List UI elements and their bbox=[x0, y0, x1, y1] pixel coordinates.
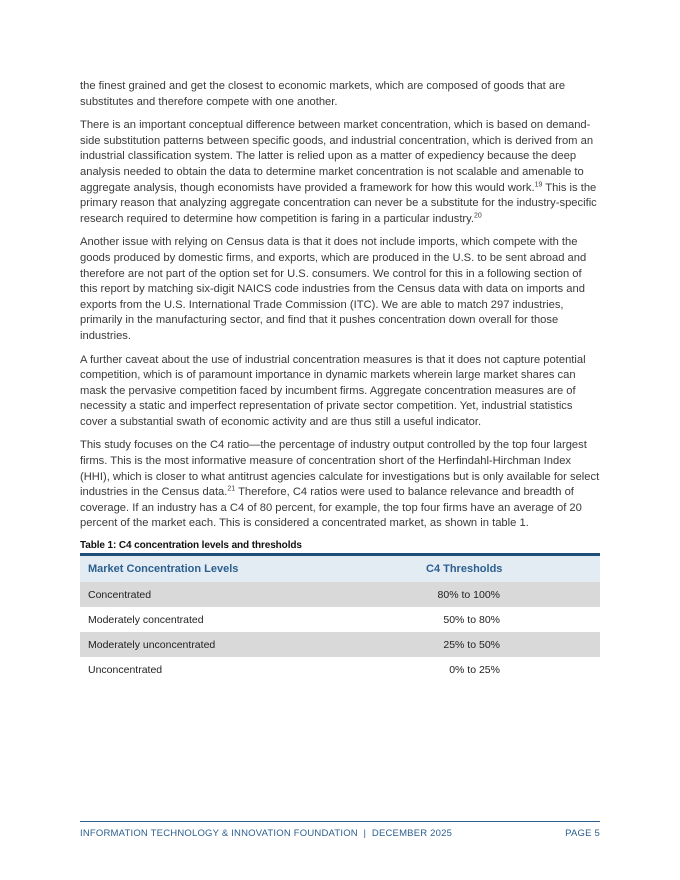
table-row bbox=[80, 632, 600, 657]
c4-threshold-table bbox=[80, 553, 600, 682]
paragraph-2 bbox=[80, 118, 600, 227]
table-header-row bbox=[80, 555, 600, 583]
paragraph-2-text-b: This is the primary reason that analyzing aggregate concentration can never be a substitute for the industry-specific research required to determine how competition is faring in a particular industry. bbox=[80, 181, 597, 225]
cell-threshold: 25% to 50% bbox=[426, 632, 600, 657]
footer-divider bbox=[80, 821, 600, 822]
paragraph-1: the finest grained and get the closest to economic markets, which are composed of goods that are substitutes and therefore compete with one another. bbox=[80, 80, 566, 108]
paragraph-5-text-b: Therefore, C4 ratios were used to balance relevance and breadth of coverage. If an industry has a C4 of 80 percent, for example, the top four firms have an average of 20 percent of the market each. This is considered a concentrated market, as shown in table 1. bbox=[80, 486, 582, 530]
footer-page-number: PAGE 5 bbox=[565, 828, 600, 839]
cell-level: Moderately unconcentrated bbox=[80, 632, 426, 657]
table-caption: Table 1: C4 concentration levels and thresholds bbox=[80, 540, 302, 552]
cell-threshold: 50% to 80% bbox=[443, 613, 500, 626]
footnote-ref-21[interactable]: 21 bbox=[227, 485, 236, 493]
table-row bbox=[80, 582, 600, 607]
paragraph-3: Another issue with relying on Census data is that it does not include imports, which compete with the goods produced by domestic firms, and exports, which are produced in the U.S. to be sent abroad and therefore are not part of the option set for U.S. consumers. We control for this in a following section of this report by matching six-digit NAICS code industries from the Census data with data on imports and exports from the U.S. International Trade Commission (ITC). We are able to match 297 industries, primarily in the manufacturing sector, and find that it pushes concentration down overall for those industries. bbox=[80, 236, 587, 342]
footer-publisher-date: INFORMATION TECHNOLOGY & INNOVATION FOUNDATION | DECEMBER 2025 bbox=[80, 828, 453, 839]
cell-level: Concentrated bbox=[80, 582, 426, 607]
paragraph-2-text-a: There is an important conceptual difference between market concentration, which is based on demand-side substitution patterns between specific goods, and industrial concentration, which is derived from an industrial classification system. The latter is relied upon as a matter of expediency because the deep analysis needed to obtain the data to determine market concentration is not scalable and amenable to aggregate analysis, though economists have provided a framework for how this would work. bbox=[80, 119, 594, 194]
cell-threshold: 80% to 100% bbox=[426, 582, 600, 607]
paragraph-5 bbox=[80, 438, 600, 532]
header-c4-thresholds: C4 Thresholds bbox=[426, 555, 600, 583]
cell-level: Unconcentrated bbox=[88, 663, 163, 676]
table-row bbox=[80, 607, 600, 632]
cell-level: Moderately concentrated bbox=[88, 613, 204, 626]
table-row bbox=[80, 657, 600, 682]
header-market-concentration-levels: Market Concentration Levels bbox=[80, 555, 426, 583]
footnote-ref-20[interactable]: 20 bbox=[474, 212, 482, 220]
document-body bbox=[80, 79, 600, 682]
paragraph-5-text-a: This study focuses on the C4 ratio—the percentage of industry output controlled by the top four largest firms. This is the most informative measure of concentration short of the Herfindahl-Hirchman Index (HHI), which is closer to what antitrust agencies calculate for investigations but is only available for select industries in the Census data. bbox=[80, 439, 600, 499]
paragraph-4: A further caveat about the use of industrial concentration measures is that it does not capture potential competition, which is of paramount importance in dynamic markets wherein large market shares can mask the pervasive competition faced by incumbent firms. Aggregate concentration measures are of necessity a static and imperfect representation of private sector competition. Yet, industrial statistics cover a substantial swath of economic activity and are thus still a useful indicator. bbox=[80, 353, 586, 428]
footnote-ref-19[interactable]: 19 bbox=[534, 180, 543, 188]
cell-threshold: 0% to 25% bbox=[449, 663, 500, 676]
